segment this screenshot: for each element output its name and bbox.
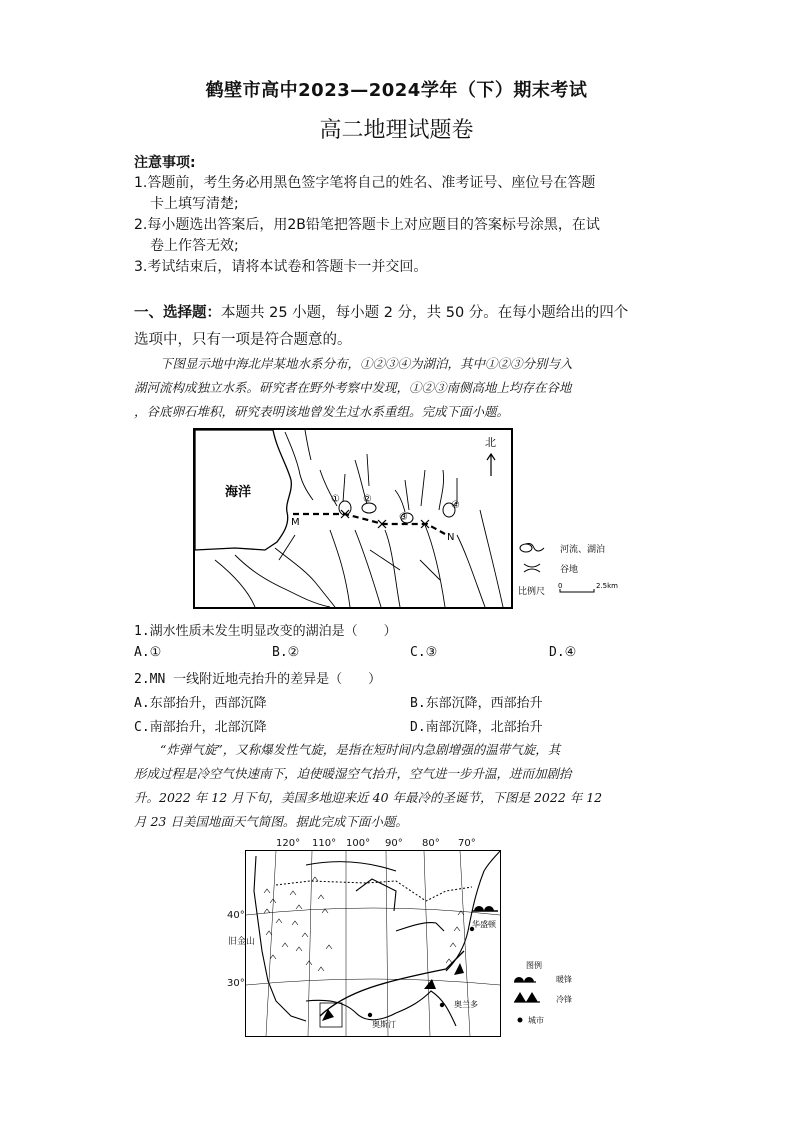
border-line xyxy=(276,881,472,901)
point-m: M xyxy=(291,517,300,528)
legend-title: 图例 xyxy=(526,961,542,970)
city-washington: 华盛顿 xyxy=(472,920,496,929)
scale-zero: 0 xyxy=(558,582,563,590)
cold-front-icon xyxy=(514,992,538,1002)
weather-map xyxy=(245,850,501,1037)
warm-front-icon xyxy=(514,977,534,982)
notice-line: 卷上作答无效; xyxy=(150,238,239,254)
lon-label: 120° xyxy=(276,838,301,849)
legend-valley: 谷地 xyxy=(560,565,579,575)
passage-1 xyxy=(134,352,672,424)
q1-option-b: B.② xyxy=(272,645,300,660)
notice-heading: 注意事项: xyxy=(134,155,196,171)
drainage-map xyxy=(193,428,513,609)
lon-label: 70° xyxy=(458,838,476,849)
warm-front-symbols xyxy=(472,906,498,911)
exam-subtitle: 高二地理试题卷 xyxy=(319,118,474,143)
scale-value: 2.5km xyxy=(596,582,619,590)
q1-option-a: A.① xyxy=(134,645,162,660)
legend-river: 河流、湖泊 xyxy=(560,545,606,555)
passage-2 xyxy=(134,738,672,834)
lon-label: 110° xyxy=(312,838,337,849)
q2-option-d: D.南部沉降，北部抬升 xyxy=(410,720,543,735)
passage-line: “炸弹气旋”，又称爆发性气旋，是指在短时间内急剧增强的温带气旋，其 xyxy=(160,742,561,757)
q2-option-a: A.东部抬升，西部沉降 xyxy=(134,696,267,711)
lake-2-label: ② xyxy=(363,494,372,505)
exam-title: 鹤壁市高中2023—2024学年（下）期末考试 xyxy=(205,80,588,101)
passage-line: 下图显示地中海北岸某地水系分布，①②③④为湖泊，其中①②③分别与入 xyxy=(160,356,573,371)
cold-front-triangles xyxy=(322,963,464,1021)
city-orlando: 奥兰多 xyxy=(454,1000,478,1009)
q2-option-b: B.东部沉降，西部抬升 xyxy=(410,696,543,711)
scale-label: 比例尺 xyxy=(518,587,546,597)
lake-1-label: ① xyxy=(331,494,340,505)
lake-4-label: ④ xyxy=(451,500,460,511)
mountain-marks xyxy=(264,877,464,971)
legend-warm: 暖锋 xyxy=(556,975,572,984)
lon-label: 100° xyxy=(346,838,371,849)
legend-city: 城市 xyxy=(528,1016,544,1025)
notice-line: 1.答题前，考生务必用黑色签字笔将自己的姓名、准考证号、座位号在答题 xyxy=(134,175,596,191)
valley-marks xyxy=(341,510,429,528)
q2-option-c: C.南部抬升，北部沉降 xyxy=(134,720,267,735)
notice-line: 卡上填写清楚; xyxy=(150,196,239,212)
section-heading xyxy=(134,300,674,354)
passage-line: 形成过程是冷空气快速南下，迫使暖湿空气抬升，空气进一步升温，进而加剧抬 xyxy=(134,766,572,781)
city-san-francisco: 旧金山 xyxy=(228,937,256,947)
section-text: 本题共 25 小题，每小题 2 分，共 50 分。在每小题给出的四个 xyxy=(221,305,629,321)
lat-label: 30° xyxy=(227,978,245,989)
passage-line: 月 23 日美国地面天气简图。据此完成下面小题。 xyxy=(134,814,408,829)
lon-label: 80° xyxy=(422,838,440,849)
notice-line: 3.考试结束后，请将本试卷和答题卡一并交回。 xyxy=(134,259,428,275)
lakes xyxy=(339,501,455,523)
passage-line: 升。2022 年 12 月下旬，美国多地迎来近 40 年最冷的圣诞节，下图是 2022 年 12 xyxy=(134,790,603,805)
city-icon xyxy=(518,1018,523,1023)
passage-line: ，谷底卵石堆积，研究表明该地曾发生过水系重组。完成下面小题。 xyxy=(134,404,510,419)
valley-icon xyxy=(524,564,540,572)
lake-3-label: ③ xyxy=(399,512,408,523)
map2-legend xyxy=(510,960,580,1030)
mn-profile-line xyxy=(293,514,445,534)
lon-label: 90° xyxy=(385,838,403,849)
question-1-stem: 1.湖水性质未发生明显改变的湖泊是（ ） xyxy=(134,624,397,639)
q1-option-d: D.④ xyxy=(549,645,577,660)
section-label: 一、选择题： xyxy=(134,305,221,321)
north-label: 北 xyxy=(485,436,496,449)
lat-label: 40° xyxy=(227,910,245,921)
section-text: 选项中，只有一项是符合题意的。 xyxy=(134,332,352,348)
question-2-stem: 2.MN 一线附近地壳抬升的差异是（ ） xyxy=(134,672,382,687)
passage-line: 湖河流构成独立水系。研究者在野外考察中发现，①②③南侧高地上均存在谷地 xyxy=(134,380,572,395)
city-austin: 奥斯汀 xyxy=(372,1020,396,1029)
legend-cold: 冷锋 xyxy=(556,995,572,1004)
map1-legend xyxy=(516,540,626,600)
north-arrow-icon xyxy=(487,454,495,476)
point-n: N xyxy=(447,532,455,543)
ocean-label: 海洋 xyxy=(225,485,252,500)
notice-line: 2.每小题选出答案后，用2B铅笔把答题卡上对应题目的答案标号涂黑，在试 xyxy=(134,217,600,233)
scale-bar xyxy=(560,589,594,592)
q1-option-c: C.③ xyxy=(410,645,438,660)
